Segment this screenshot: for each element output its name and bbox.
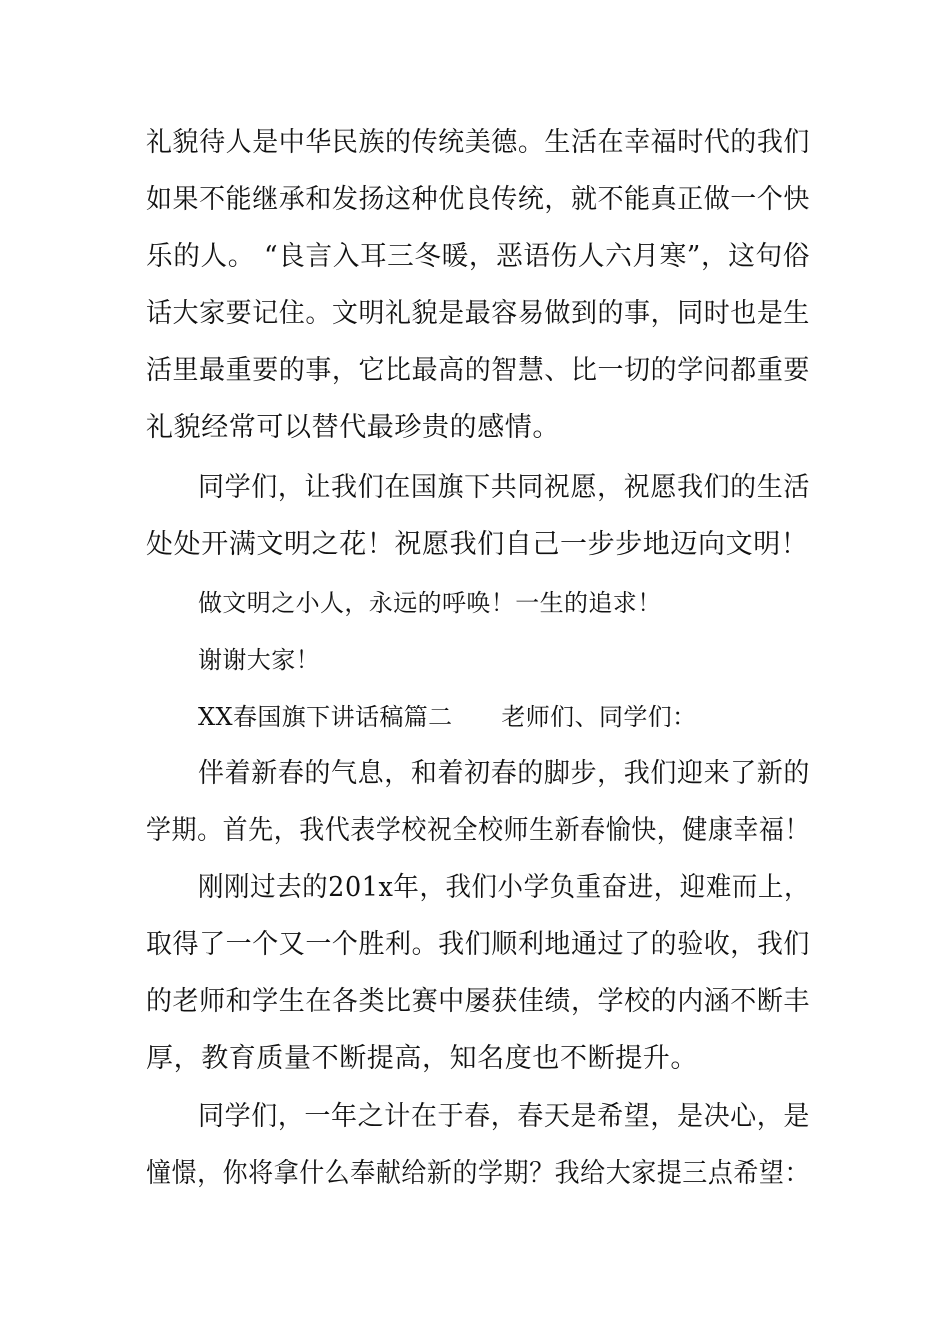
text-line: 谢谢大家！ [198,646,320,674]
text-line: 处处开满文明之花！祝愿我们自己一步步地迈向文明！ [146,529,809,560]
text-line: 活里最重要的事，它比最高的智慧、比一切的学问都重要 [146,355,810,386]
text-line: 的老师和学生在各类比赛中屡获佳绩，学校的内涵不断丰 [146,986,810,1017]
text-line: 厚，教育质量不断提高，知名度也不断提升。 [146,1043,698,1074]
text-line: 如果不能继承和发扬这种优良传统，就不能真正做一个快 [146,184,810,215]
text-line: 伴着新春的气息，和着初春的脚步，我们迎来了新的 [198,758,811,789]
text-line: 同学们，一年之计在于春，春天是希望，是决心，是 [198,1101,811,1132]
text-line: 刚刚过去的201x年，我们小学负重奋进，迎难而上， [198,872,810,903]
text-line: 取得了一个又一个胜利。我们顺利地通过了的验收，我们 [146,929,810,960]
text-line: 乐的人。 “良言入耳三冬暖，恶语伤人六月寒”，这句俗 [146,241,810,272]
text-line: 同学们，让我们在国旗下共同祝愿，祝愿我们的生活 [198,472,811,503]
text-line: 做文明之小人，永远的呼唤！一生的追求！ [198,589,662,617]
text-line: 憧憬，你将拿什么奉献给新的学期？我给大家提三点希望： [146,1158,811,1189]
text-line: 话大家要记住。文明礼貌是最容易做到的事，同时也是生 [146,298,810,329]
section-heading: XX春国旗下讲话稿篇二 老师们、同学们： [198,703,697,731]
text-line: 学期。首先，我代表学校祝全校师生新春愉快，健康幸福！ [146,815,811,846]
text-line: 礼貌待人是中华民族的传统美德。生活在幸福时代的我们 [146,127,810,158]
text-line: 礼貌经常可以替代最珍贵的感情。 [146,412,560,443]
